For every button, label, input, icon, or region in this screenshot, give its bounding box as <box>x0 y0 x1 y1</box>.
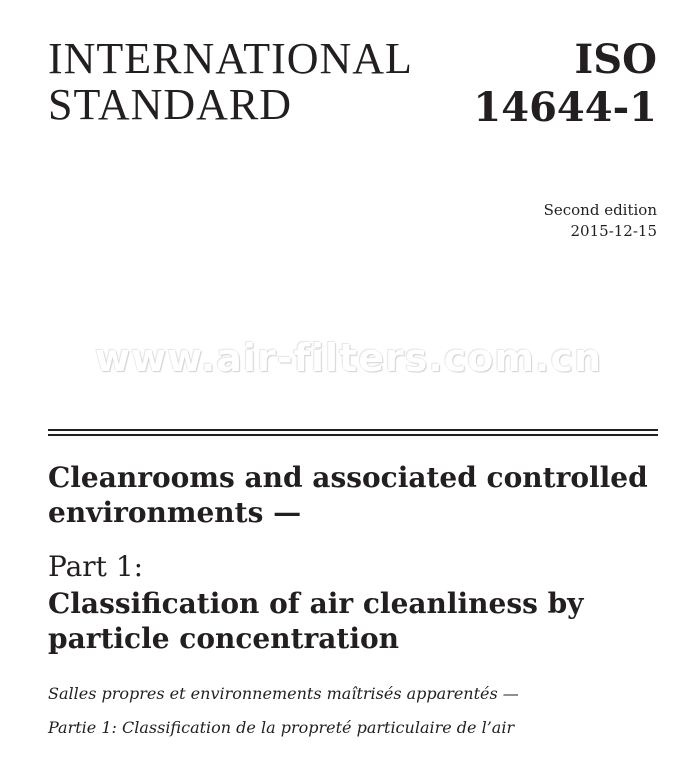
iso-label: ISO <box>574 36 657 83</box>
title-rule-bottom <box>48 434 658 436</box>
main-title-line-2: environments — <box>48 496 302 529</box>
part-title-line-1: Classification of air cleanliness by <box>48 587 584 620</box>
document-type <box>48 36 413 128</box>
document-type-line-2: STANDARD <box>48 80 293 129</box>
standard-number <box>473 36 657 132</box>
part-title-line-2: particle concentration <box>48 622 400 655</box>
edition-date: 2015-12-15 <box>570 222 657 240</box>
edition-info <box>544 200 657 242</box>
document-type-line-1: INTERNATIONAL <box>48 34 413 83</box>
title-rule-top <box>48 429 658 431</box>
french-title: Salles propres et environnements maîtrisés apparentés — <box>48 684 519 703</box>
part-title <box>48 586 668 656</box>
edition-text: Second edition <box>543 201 657 219</box>
watermark: www.air-filters.com.cn <box>94 336 603 380</box>
main-title-line-1: Cleanrooms and associated controlled <box>48 461 648 494</box>
part-label: Part 1: <box>48 550 144 583</box>
iso-number: 14644-1 <box>473 84 657 131</box>
french-part-title: Partie 1: Classification de la propreté particulaire de l’air <box>48 718 515 737</box>
main-title <box>48 460 668 530</box>
